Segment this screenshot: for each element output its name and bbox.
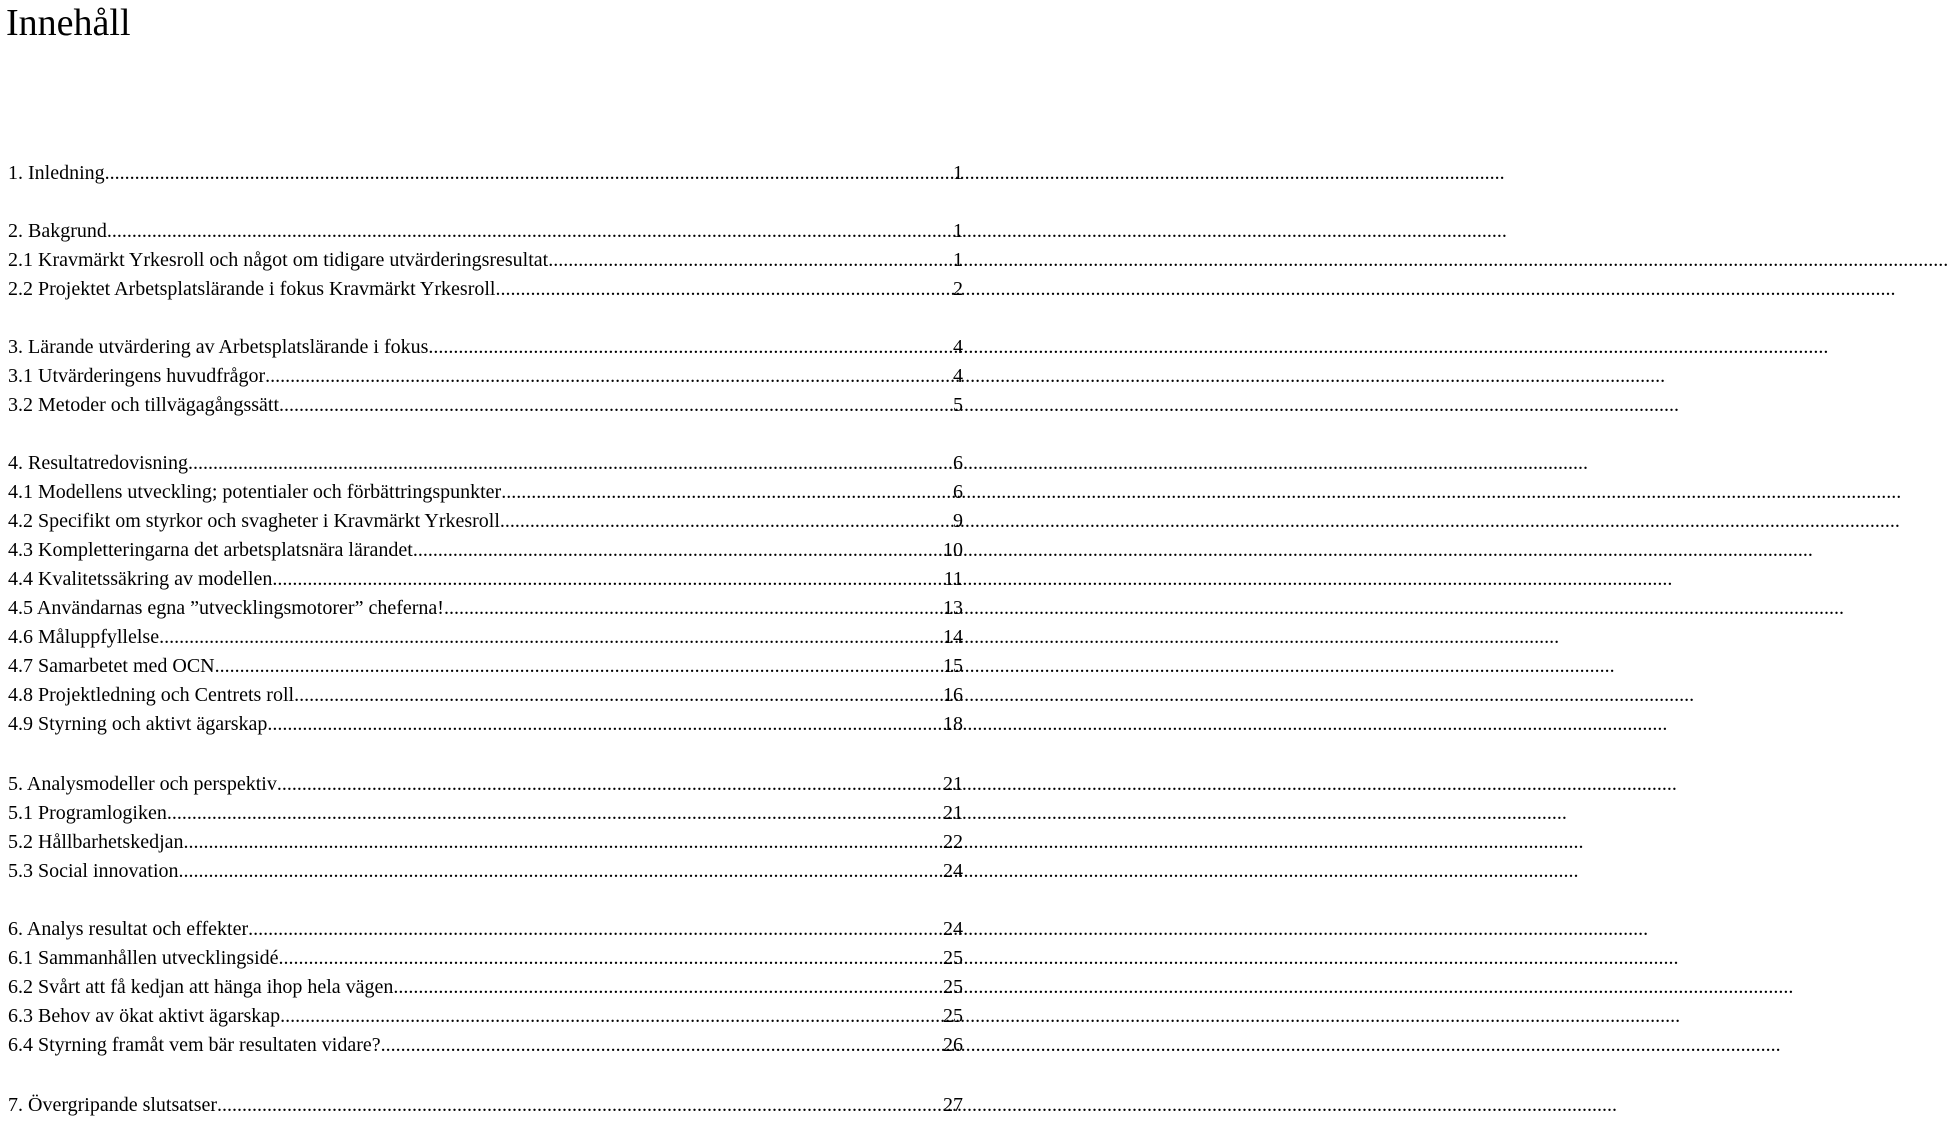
toc-entry-label: 4.1 Modellens utveckling; potentialer och förbättringspunkter (8, 481, 502, 503)
toc-entry-2[interactable] (8, 217, 963, 246)
dot-leader (217, 1091, 943, 1120)
dot-leader (294, 681, 943, 710)
toc-entry-page: 5 (953, 394, 963, 416)
toc-entry-4[interactable] (8, 449, 963, 478)
toc-entry-page: 21 (943, 773, 963, 795)
toc-entry-label: 2.1 Kravmärkt Yrkesroll och något om tidigare utvärderingsresultat (8, 249, 549, 271)
toc-entry-4-8[interactable] (8, 681, 963, 710)
toc-entry-page: 13 (943, 597, 963, 619)
toc-entry-page: 21 (943, 802, 963, 824)
toc-entry-page: 18 (943, 713, 963, 735)
toc-entry-4-1[interactable] (8, 478, 963, 507)
toc-entry-2-2[interactable] (8, 275, 963, 304)
toc-entry-page: 11 (943, 568, 963, 590)
toc-entry-page: 25 (943, 947, 963, 969)
dot-leader (248, 915, 943, 944)
toc-entry-2-1[interactable] (8, 246, 963, 275)
toc-entry-5-3[interactable] (8, 857, 963, 886)
toc-entry-label: 3.2 Metoder och tillvägagångssätt (8, 394, 280, 416)
toc-entry-label: 6.1 Sammanhållen utvecklingsidé (8, 947, 279, 969)
page-title: Innehåll (6, 2, 131, 44)
toc-entry-label: 5.1 Programlogiken (8, 802, 167, 824)
toc-entry-page: 1 (953, 220, 963, 242)
dot-leader (107, 217, 953, 246)
toc-entry-label: 4.8 Projektledning och Centrets roll (8, 684, 295, 706)
toc-entry-page: 1 (953, 249, 963, 271)
toc-entry-label: 6.2 Svårt att få kedjan att hänga ihop hela vägen (8, 976, 394, 998)
toc-entry-label: 2.2 Projektet Arbetsplatslärande i fokus Kravmärkt Yrkesroll (8, 278, 496, 300)
toc-entry-label: 4. Resultatredovisning (8, 452, 188, 474)
toc-entry-6[interactable] (8, 915, 963, 944)
dot-leader (279, 944, 944, 973)
dot-leader (184, 828, 944, 857)
toc-entry-page: 6 (953, 452, 963, 474)
toc-entry-5-2[interactable] (8, 828, 963, 857)
toc-entry-7[interactable] (8, 1091, 963, 1120)
dot-leader (280, 1002, 943, 1031)
toc-entry-label: 4.6 Måluppfyllelse (8, 626, 160, 648)
toc-entry-page: 16 (943, 684, 963, 706)
dot-leader (495, 275, 953, 304)
toc-entry-label: 3. Lärande utvärdering av Arbetsplatslärande i fokus (8, 336, 429, 358)
toc-entry-3[interactable] (8, 333, 963, 362)
dot-leader (393, 973, 943, 1002)
toc-entry-page: 15 (943, 655, 963, 677)
dot-leader (188, 449, 953, 478)
dot-leader (272, 565, 943, 594)
toc-entry-4-4[interactable] (8, 565, 963, 594)
toc-entry-6-1[interactable] (8, 944, 963, 973)
toc-entry-page: 10 (943, 539, 963, 561)
toc-entry-page: 1 (953, 162, 963, 184)
toc-entry-3-1[interactable] (8, 362, 963, 391)
toc-entry-4-9[interactable] (8, 710, 963, 739)
toc-entry-4-7[interactable] (8, 652, 963, 681)
toc-entry-page: 25 (943, 976, 963, 998)
toc-entry-6-4[interactable] (8, 1031, 963, 1060)
dot-leader (167, 799, 943, 828)
dot-leader (265, 362, 953, 391)
toc-entry-page: 6 (953, 481, 963, 503)
dot-leader (267, 710, 943, 739)
toc-entry-6-2[interactable] (8, 973, 963, 1002)
toc-entry-page: 26 (943, 1034, 963, 1056)
toc-entry-page: 25 (943, 1005, 963, 1027)
toc-entry-label: 2. Bakgrund (8, 220, 107, 242)
toc-entry-label: 1. Inledning (8, 162, 105, 184)
toc-entry-page: 14 (943, 626, 963, 648)
toc-entry-1[interactable] (8, 159, 963, 188)
dot-leader (277, 770, 943, 799)
dot-leader (428, 333, 953, 362)
toc-entry-label: 4.2 Specifikt om styrkor och svagheter i Kravmärkt Yrkesroll (8, 510, 500, 532)
toc-entry-label: 4.5 Användarnas egna ”utvecklingsmotorer” cheferna! (8, 597, 444, 619)
dot-leader (413, 536, 943, 565)
toc-entry-4-5[interactable] (8, 594, 963, 623)
toc-entry-label: 6.4 Styrning framåt vem bär resultaten vidare? (8, 1034, 381, 1056)
toc-entry-page: 4 (953, 365, 963, 387)
dot-leader (215, 652, 943, 681)
toc-entry-5-1[interactable] (8, 799, 963, 828)
toc-entry-label: 4.4 Kvalitetssäkring av modellen (8, 568, 273, 590)
dot-leader (501, 478, 953, 507)
toc-entry-label: 5. Analysmodeller och perspektiv (8, 773, 277, 795)
toc-entry-page: 22 (943, 831, 963, 853)
dot-leader (548, 246, 953, 275)
dot-leader (381, 1031, 943, 1060)
toc-entry-4-3[interactable] (8, 536, 963, 565)
toc-entry-label: 4.3 Kompletteringarna det arbetsplatsnära lärandet (8, 539, 413, 561)
dot-leader (159, 623, 943, 652)
toc-entry-4-6[interactable] (8, 623, 963, 652)
dot-leader (179, 857, 943, 886)
dot-leader (500, 507, 953, 536)
toc-entry-label: 3.1 Utvärderingens huvudfrågor (8, 365, 266, 387)
toc-entry-page: 2 (953, 278, 963, 300)
toc-entry-page: 24 (943, 918, 963, 940)
toc-entry-label: 4.9 Styrning och aktivt ägarskap (8, 713, 268, 735)
dot-leader (444, 594, 943, 623)
toc-entry-label: 6. Analys resultat och effekter (8, 918, 249, 940)
dot-leader (279, 391, 953, 420)
toc-entry-page: 24 (943, 860, 963, 882)
toc-entry-3-2[interactable] (8, 391, 963, 420)
toc-entry-label: 4.7 Samarbetet med OCN (8, 655, 215, 677)
toc-entry-4-2[interactable] (8, 507, 963, 536)
toc-entry-label: 5.3 Social innovation (8, 860, 179, 882)
dot-leader (105, 159, 953, 188)
toc-entry-page: 4 (953, 336, 963, 358)
toc-entry-label: 5.2 Hållbarhetskedjan (8, 831, 184, 853)
toc-entry-5[interactable] (8, 770, 963, 799)
toc-entry-label: 7. Övergripande slutsatser (8, 1094, 218, 1116)
toc-entry-6-3[interactable] (8, 1002, 963, 1031)
toc-entry-page: 9 (953, 510, 963, 532)
toc-entry-label: 6.3 Behov av ökat aktivt ägarskap (8, 1005, 281, 1027)
toc-entry-page: 27 (943, 1094, 963, 1116)
